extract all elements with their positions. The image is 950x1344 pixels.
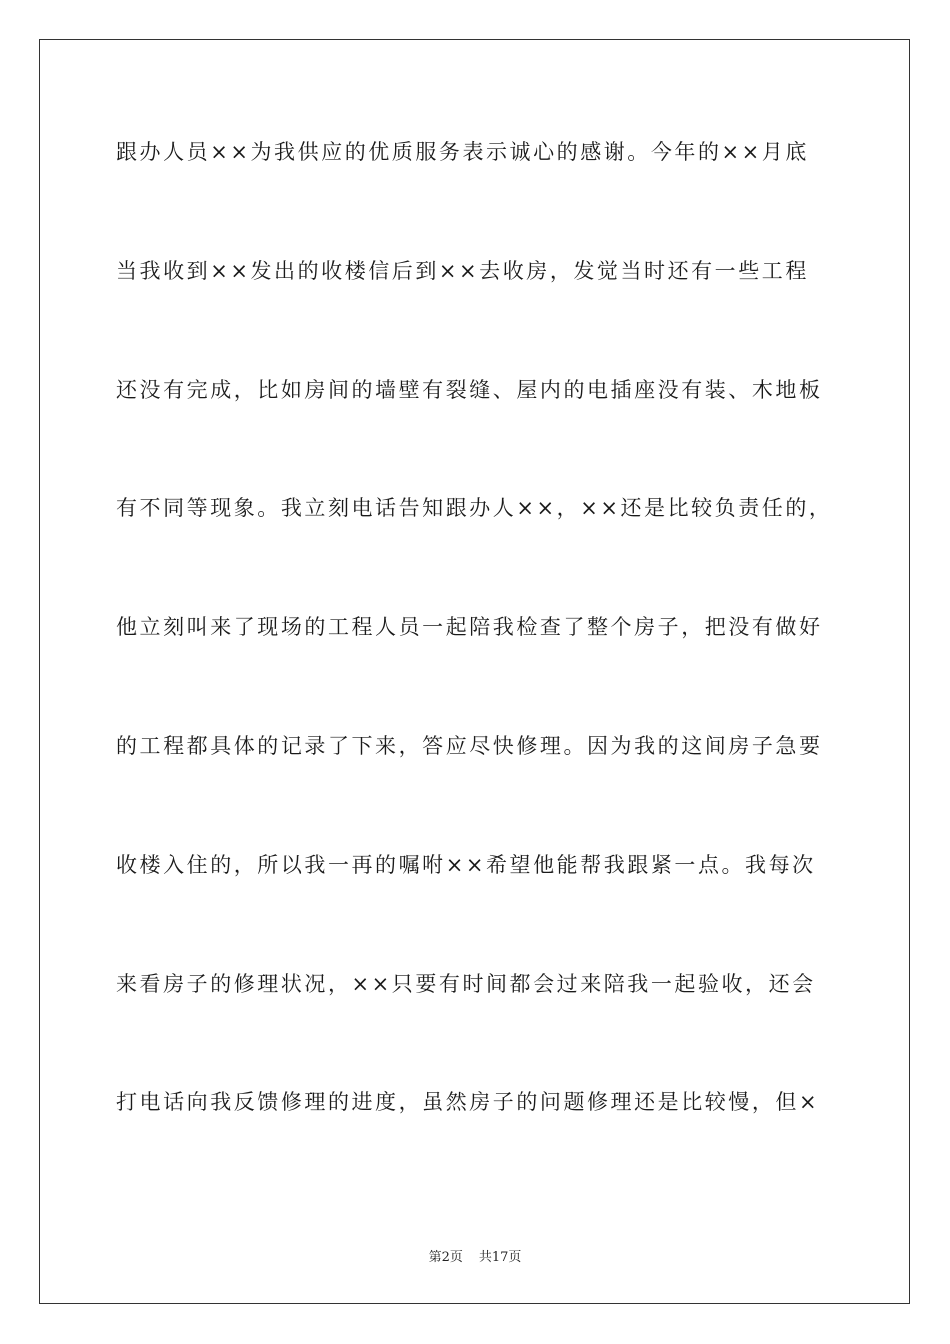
- text-line: 收楼入住的，所以我一再的嘱咐××希望他能帮我跟紧一点。我每次: [116, 852, 816, 877]
- text-line: 跟办人员××为我供应的优质服务表示诚心的感谢。今年的××月底: [116, 140, 809, 164]
- text-line: 还没有完成，比如房间的墙壁有裂缝、屋内的电插座没有装、木地板: [116, 377, 823, 402]
- text-line: 的工程都具体的记录了下来，答应尽快修理。因为我的这间房子急要: [116, 733, 823, 758]
- page-number: 第2页: [428, 1250, 463, 1265]
- text-line: 当我收到××发出的收楼信后到××去收房，发觉当时还有一些工程: [116, 258, 809, 283]
- text-line: 来看房子的修理状况，××只要有时间都会过来陪我一起验收，还会: [116, 971, 816, 996]
- text-line: 有不同等现象。我立刻电话告知跟办人××，××还是比较负责任的，: [116, 496, 833, 521]
- text-line: 打电话向我反馈修理的进度，虽然房子的问题修理还是比较慢，但×: [116, 1090, 820, 1115]
- document-body: [116, 130, 844, 1199]
- text-line: 他立刻叫来了现场的工程人员一起陪我检查了整个房子，把没有做好: [116, 615, 823, 640]
- page-footer: [0, 1246, 950, 1265]
- page-total: 共17页: [478, 1250, 522, 1265]
